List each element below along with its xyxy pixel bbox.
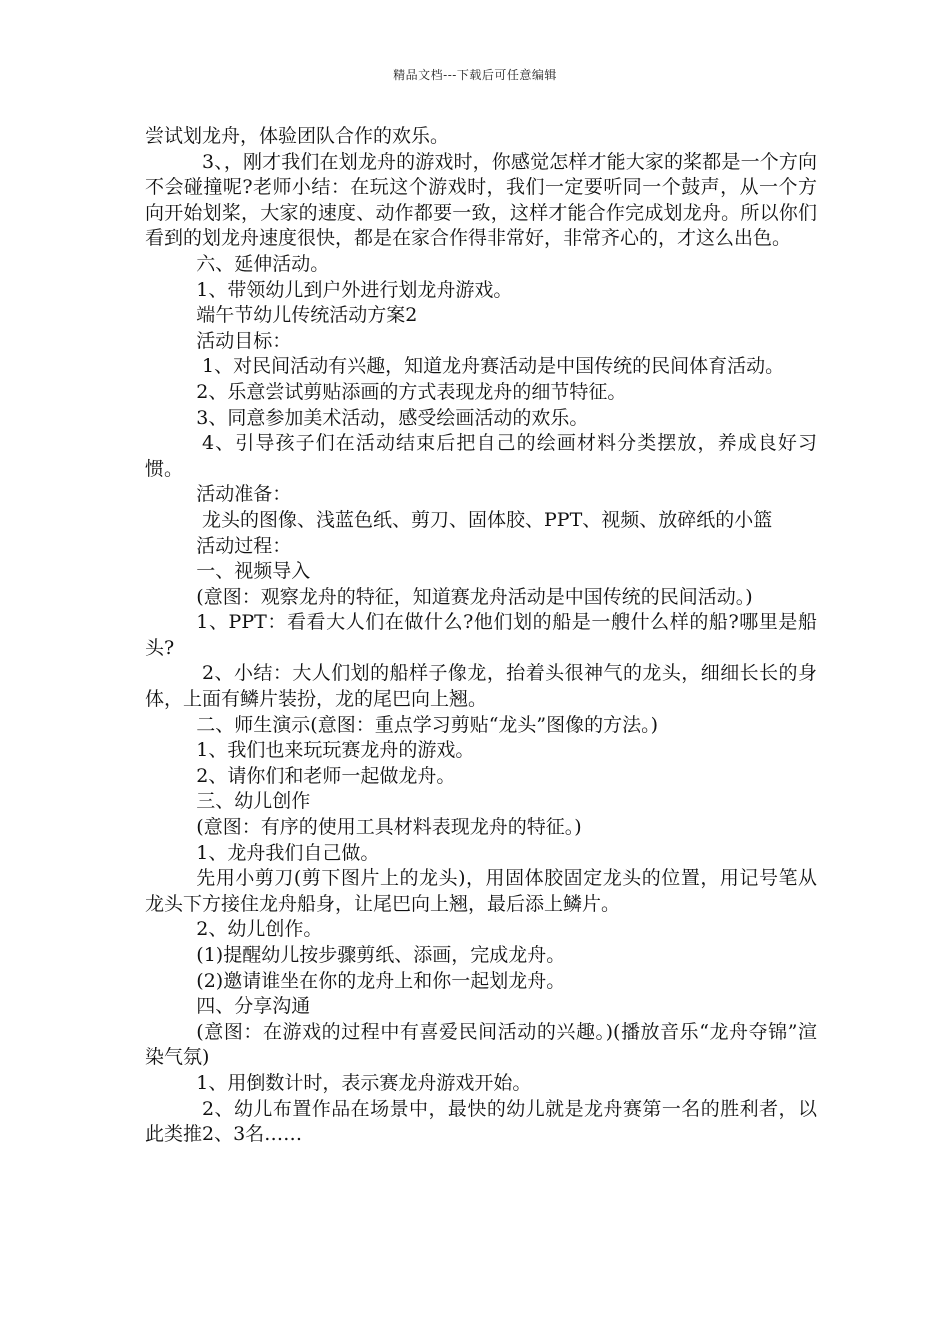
paragraph: 1、PPT：看看大人们在做什么?他们划的船是一艘什么样的船?哪里是船头? [145,611,817,659]
paragraph: (意图：在游戏的过程中有喜爱民间活动的兴趣。)(播放音乐“龙舟夺锦”渲染气氛) [145,1020,817,1069]
section-heading: 六、延伸活动。 [196,252,330,275]
paragraph: 1、对民间活动有兴趣，知道龙舟赛活动是中国传统的民间体育活动。 [202,355,785,378]
paragraph: 2、乐意尝试剪贴添画的方式表现龙舟的细节特征。 [196,380,627,403]
paragraph: (意图：观察龙舟的特征，知道赛龙舟活动是中国传统的民间活动。) [196,585,753,608]
section-heading: 四、分享沟通 [196,995,311,1018]
document-body [145,124,817,1148]
section-heading: 二、师生演示(意图：重点学习剪贴“龙头”图像的方法。) [196,713,659,736]
plan-title: 端午节幼儿传统活动方案2 [196,304,418,327]
page-header: 精品文档---下载后可任意编辑 [393,68,557,82]
paragraph: (2)邀请谁坐在你的龙舟上和你一起划龙舟。 [196,969,566,992]
paragraph: 3、，刚才我们在划龙舟的游戏时，你感觉怎样才能大家的桨都是一个方向不会碰撞呢?老师小结：在玩这个游戏时，我们一定要听同一个鼓声，从一个方向开始划桨，大家的速度、动作都要一致，这样才能合作完成划龙舟。所以你们看到的划龙舟速度很快，都是在家合作得非常好，非常齐心的，才这么出色。 [145,150,817,250]
section-heading: 活动准备： [196,483,292,506]
paragraph: 尝试划龙舟，体验团队合作的欢乐。 [145,125,450,147]
section-heading: 三、幼儿创作 [196,790,311,813]
paragraph: 3、同意参加美术活动，感受绘画活动的欢乐。 [196,406,589,429]
paragraph: 4、引导孩子们在活动结束后把自己的绘画材料分类摆放，养成良好习惯。 [145,432,817,480]
paragraph: 2、请你们和老师一起做龙舟。 [196,764,456,787]
paragraph: 1、龙舟我们自己做。 [196,841,380,864]
paragraph: 1、用倒数计时，表示赛龙舟游戏开始。 [196,1071,532,1094]
paragraph: 龙头的图像、浅蓝色纸、剪刀、固体胶、PPT、视频、放碎纸的小篮 [202,508,773,531]
paragraph: (1)提醒幼儿按步骤剪纸、添画，完成龙舟。 [196,944,566,966]
paragraph: (意图：有序的使用工具材料表现龙舟的特征。) [196,816,582,839]
section-heading: 活动目标： [196,329,292,352]
section-heading: 活动过程： [196,534,292,557]
paragraph: 1、带领幼儿到户外进行划龙舟游戏。 [196,278,513,301]
paragraph: 2、小结：大人们划的船样子像龙，抬着头很神气的龙头，细细长长的身体，上面有鳞片装扮，龙的尾巴向上翘。 [145,662,817,711]
paragraph: 1、我们也来玩玩赛龙舟的游戏。 [196,739,475,762]
paragraph: 2、幼儿布置作品在场景中，最快的幼儿就是龙舟赛第一名的胜利者，以此类推2、3名…… [145,1097,817,1146]
section-heading: 一、视频导入 [196,560,311,583]
paragraph: 2、幼儿创作。 [196,918,323,941]
paragraph: 先用小剪刀(剪下图片上的龙头)，用固体胶固定龙头的位置，用记号笔从龙头下方接住龙舟船身，让尾巴向上翘，最后添上鳞片。 [145,867,817,915]
